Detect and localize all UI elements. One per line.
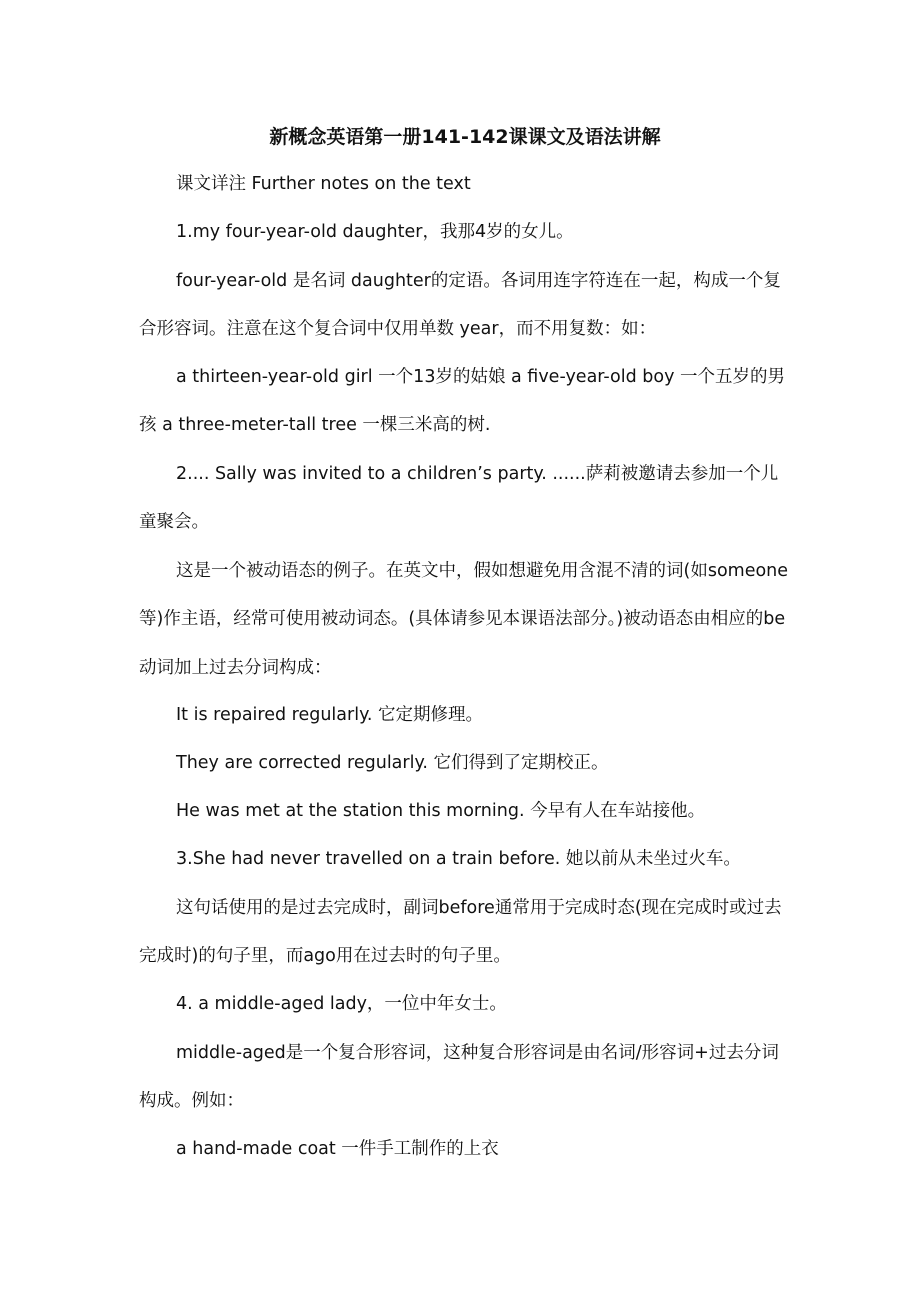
paragraph: It is repaired regularly. 它定期修理。: [176, 705, 484, 725]
paragraph: He was met at the station this morning. 今早有人在车站接他。: [176, 801, 706, 821]
paragraph: They are corrected regularly. 它们得到了定期校正。: [176, 753, 609, 773]
paragraph: 这是一个被动语态的例子。在英文中，假如想避免用含混不清的词(如someone等)作主语，经常可使用被动词态。(具体请参见本课语法部分。)被动语态由相应的be动词加上过去分词构成：: [139, 561, 789, 678]
paragraph-heading: 课文详注 Further notes on the text: [176, 174, 471, 194]
paragraph: a hand-made coat 一件手工制作的上衣: [176, 1139, 499, 1159]
page-title: 新概念英语第一册141-142课课文及语法讲解: [269, 126, 661, 148]
paragraph: a thirteen-year-old girl 一个13岁的姑娘 a five-year-old boy 一个五岁的男孩 a three-meter-tall tree 一棵三米高的树.: [139, 367, 785, 436]
paragraph: 3.She had never travelled on a train before. 她以前从未坐过火车。: [176, 849, 741, 869]
paragraph: four-year-old 是名词 daughter的定语。各词用连字符连在一起，构成一个复合形容词。注意在这个复合词中仅用单数 year，而不用复数：如：: [139, 271, 781, 340]
paragraph: 2.... Sally was invited to a children’s party. ......萨莉被邀请去参加一个儿童聚会。: [139, 464, 779, 533]
paragraph: middle-aged是一个复合形容词，这种复合形容词是由名词/形容词+过去分词构成。例如：: [139, 1043, 779, 1112]
paragraph: 4. a middle-aged lady，一位中年女士。: [176, 994, 507, 1014]
paragraph: 这句话使用的是过去完成时，副词before通常用于完成时态(现在完成时或过去完成时)的句子里，而ago用在过去时的句子里。: [139, 898, 782, 967]
paragraph: 1.my four-year-old daughter，我那4岁的女儿。: [176, 222, 574, 242]
